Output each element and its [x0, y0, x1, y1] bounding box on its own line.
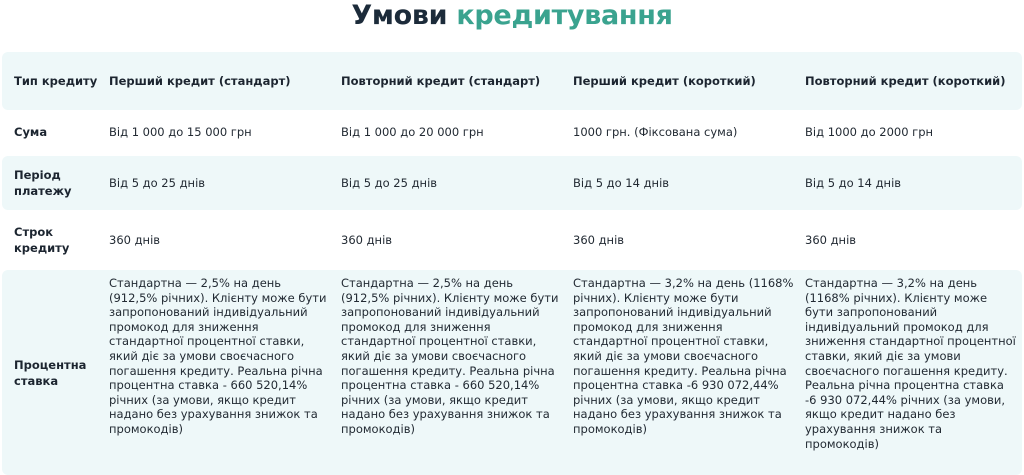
credit-terms-table [2, 52, 1022, 475]
cell-term-first-short: 360 днів [573, 232, 625, 247]
row-label-interest-rate: Процентна ставка [14, 357, 87, 388]
cell-term-first-standard: 360 днів [109, 232, 161, 247]
table-row [2, 270, 1022, 475]
cell-sum-repeat-short: Від 1000 до 2000 грн [805, 124, 934, 139]
table-header-row [2, 52, 1022, 110]
table-row [2, 156, 1022, 210]
cell-period-repeat-standard: Від 5 до 25 днів [341, 175, 438, 190]
header-label-credit-type: Тип кредиту [14, 74, 98, 88]
cell-rate-repeat-short: Стандартна — 3,2% на день (1168% річних). Клієнту може бути запропонований індивідуальний промокод для зниження стандартної процентної ставки, який діє за умови своєчасного погашення кредиту. Реальна річна процентна ставка -6 930 072,44% річних (за умови, якщо кредит надано без урахування знижок та промокодів) [805, 276, 1016, 451]
row-label-sum: Сума [14, 125, 48, 139]
column-header-first-short: Перший кредит (короткий) [573, 73, 756, 88]
cell-rate-first-short: Стандартна — 3,2% на день (1168% річних). Клієнту може бути запропонований індивідуальний промокод для зниження стандартної процентної ставки, який діє за умови своєчасного погашення кредиту. Реальна річна процентна ставка -6 930 072,44% річних (за умови, якщо кредит надано без урахування знижок та промокодів) [573, 276, 794, 436]
cell-period-first-standard: Від 5 до 25 днів [109, 175, 206, 190]
cell-term-repeat-standard: 360 днів [341, 232, 393, 247]
column-header-first-standard: Перший кредит (стандарт) [109, 73, 291, 88]
table-row [2, 212, 1022, 268]
cell-sum-first-short: 1000 грн. (Фіксована сума) [573, 124, 738, 139]
page-title-accent: кредитування [456, 0, 673, 31]
cell-term-repeat-short: 360 днів [805, 232, 857, 247]
page-title [0, 0, 1024, 36]
cell-sum-first-standard: Від 1 000 до 15 000 грн [109, 124, 252, 139]
page-title-main: Умови [351, 0, 448, 31]
cell-period-first-short: Від 5 до 14 днів [573, 175, 670, 190]
cell-rate-repeat-standard: Стандартна — 2,5% на день (912,5% річних). Клієнту може бути запропонований індивідуальний промокод для зниження стандартної процентної ставки, який діє за умови своєчасного погашення кредиту. Реальна річна процентна ставка - 660 520,14% річних (за умови, якщо кредит надано без урахування знижок та промокодів) [341, 276, 559, 436]
column-header-repeat-standard: Повторний кредит (стандарт) [341, 73, 541, 88]
cell-period-repeat-short: Від 5 до 14 днів [805, 175, 902, 190]
row-label-payment-period: Період платежу [14, 168, 72, 198]
cell-sum-repeat-standard: Від 1 000 до 20 000 грн [341, 124, 484, 139]
cell-rate-first-standard: Стандартна — 2,5% на день (912,5% річних). Клієнту може бути запропонований індивідуальний промокод для зниження стандартної процентної ставки, який діє за умови своєчасного погашення кредиту. Реальна річна процентна ставка - 660 520,14% річних (за умови, якщо кредит надано без урахування знижок та промокодів) [109, 276, 327, 436]
column-header-repeat-short: Повторний кредит (короткий) [805, 73, 1006, 88]
row-label-credit-term: Строк кредиту [14, 225, 70, 255]
table-row [2, 110, 1022, 154]
